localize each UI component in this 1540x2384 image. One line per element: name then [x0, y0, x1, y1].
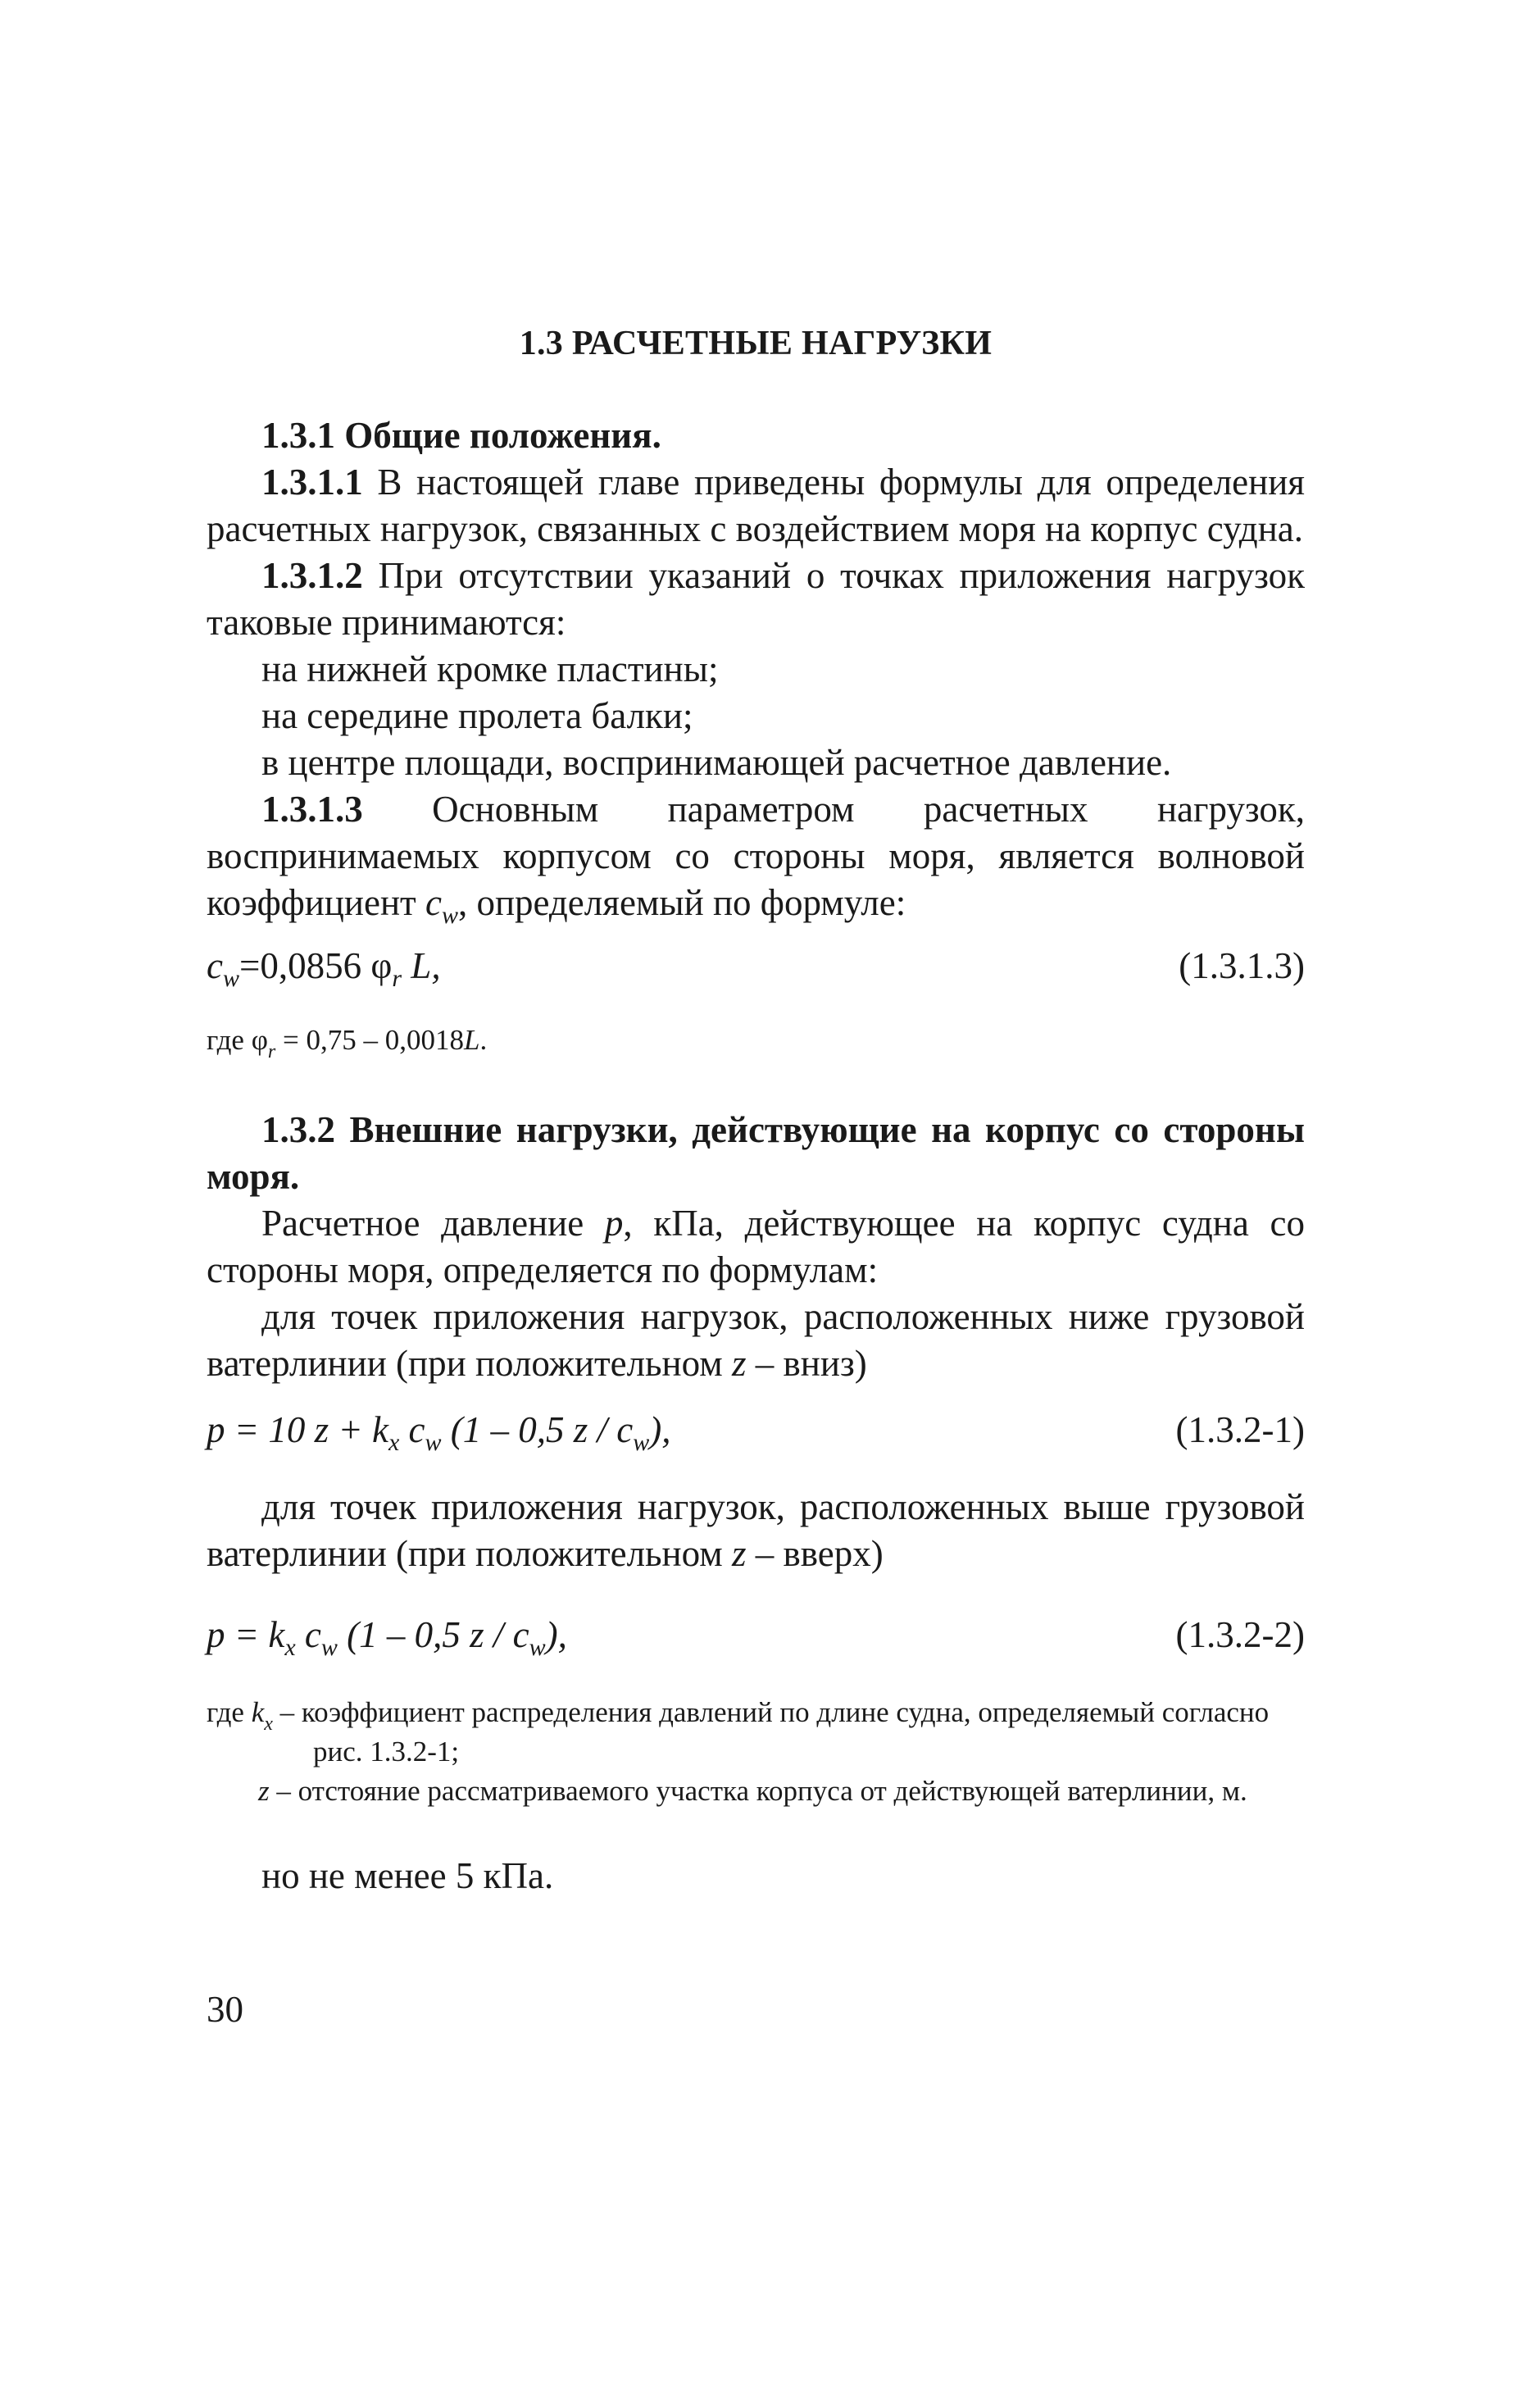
paragraph-text: для точек приложения нагрузок, расположенных выше грузовой ватерлинии (при положительном	[207, 1486, 1305, 1574]
paragraph-text: Расчетное давление	[261, 1203, 605, 1244]
formula-expression	[207, 1408, 671, 1456]
subscript: x	[284, 1634, 296, 1661]
clause-number: 1.3.1.3	[261, 789, 363, 830]
formula-text: =0,0856 φ	[239, 945, 393, 986]
variable: z	[732, 1343, 747, 1384]
subscript: w	[425, 1429, 442, 1456]
formula-text: c	[295, 1614, 321, 1655]
formula-row	[207, 944, 1305, 994]
closing-line	[207, 1853, 1305, 1899]
closing-text: но не менее 5 кПа.	[261, 1855, 554, 1896]
variable: c	[207, 945, 223, 986]
list-item: на середине пролета балки;	[261, 695, 693, 736]
note-text: = 0,75 – 0,0018	[275, 1024, 464, 1056]
note-text: где φ	[207, 1024, 268, 1056]
subscript: r	[267, 1041, 276, 1062]
subscript: w	[633, 1429, 650, 1456]
variable: c	[425, 882, 442, 923]
formula-text: ),	[649, 1409, 671, 1450]
formula-text: p = k	[207, 1614, 285, 1655]
subsection-heading-text: 1.3.1 Общие положения.	[261, 415, 661, 456]
variable: L,	[402, 945, 441, 986]
subscript: r	[392, 965, 402, 992]
paragraph-text: В настоящей главе приведены формулы для определения расчетных нагрузок, связанных с воздействием моря на корпус судна.	[207, 462, 1305, 549]
subscript: w	[441, 902, 458, 929]
paragraph-1-3-1-1	[207, 459, 1305, 553]
subscript: w	[529, 1634, 546, 1661]
paragraph-text: , кПа, действующее на корпус судна со стороны моря, определяется по формулам:	[207, 1203, 1305, 1290]
paragraph	[207, 1294, 1305, 1387]
note-kx	[207, 1693, 1305, 1772]
where-note-1	[207, 1021, 1305, 1060]
paragraph-above-waterline	[207, 1484, 1305, 1577]
formula-row	[207, 1408, 1305, 1458]
variable: L	[464, 1024, 480, 1056]
formula-row	[207, 1613, 1305, 1663]
paragraph	[207, 1200, 1305, 1294]
variable: p	[604, 1203, 624, 1244]
where-note-2	[207, 1693, 1305, 1811]
formula-expression	[207, 1613, 567, 1661]
paragraph-text: – вниз)	[746, 1343, 867, 1384]
section-title: 1.3 РАСЧЕТНЫЕ НАГРУЗКИ	[519, 325, 993, 362]
note-text: где	[207, 1696, 252, 1728]
paragraph-text: – вверх)	[746, 1533, 884, 1574]
note-text: .	[479, 1024, 488, 1056]
note-text: – отстояние рассматриваемого участка корпуса от действующей ватерлинии, м.	[269, 1775, 1247, 1807]
subscript: w	[222, 965, 239, 992]
note-z	[207, 1772, 1305, 1811]
paragraph-text: , определяемый по формуле:	[457, 882, 906, 923]
subsection-heading	[207, 412, 1305, 459]
paragraph-text: Основным параметром расчетных нагрузок, воспринимаемых корпусом со стороны моря, является волновой коэффициент	[207, 789, 1305, 923]
formula-number: (1.3.2-1)	[1175, 1409, 1305, 1450]
formula-text: ),	[545, 1614, 567, 1655]
subsection-1-3-1	[207, 412, 1305, 929]
subscript: x	[264, 1713, 273, 1735]
paragraph-1-3-1-3	[207, 786, 1305, 929]
subscript: x	[388, 1429, 400, 1456]
variable: k	[251, 1696, 265, 1728]
paragraph-text: для точек приложения нагрузок, расположенных ниже грузовой ватерлинии (при положительном	[207, 1296, 1305, 1384]
subsection-heading: 1.3.2 Внешние нагрузки, действующие на корпус со стороны моря.	[207, 1109, 1305, 1197]
subsection-1-3-2	[207, 1107, 1305, 1387]
variable: z	[732, 1533, 747, 1574]
formula-text: (1 – 0,5 z / c	[337, 1614, 529, 1655]
paragraph-text: При отсутствии указаний о точках приложения нагрузок таковые принимаются:	[207, 555, 1305, 643]
formula-text: (1 – 0,5 z / c	[441, 1409, 634, 1450]
note-text: – коэффициент распределения давлений по длине судна, определяемый согласно рис. 1.3.2-1;	[272, 1696, 1270, 1768]
formula-text: c	[399, 1409, 425, 1450]
page-number: 30	[207, 1989, 243, 2030]
formula-number: (1.3.2-2)	[1175, 1614, 1305, 1655]
clause-number: 1.3.1.2	[261, 555, 363, 596]
formula-number: (1.3.1.3)	[1179, 945, 1305, 986]
paragraph-1-3-1-2	[207, 553, 1305, 646]
clause-number: 1.3.1.1	[261, 462, 363, 503]
list-item: на нижней кромке пластины;	[261, 648, 719, 689]
list-item: в центре площади, воспринимающей расчетное давление.	[261, 742, 1172, 783]
subscript: w	[320, 1634, 338, 1661]
formula-expression	[207, 944, 441, 992]
paragraph	[207, 1484, 1305, 1577]
variable: z	[258, 1775, 270, 1807]
formula-text: p = 10 z + k	[207, 1409, 388, 1450]
